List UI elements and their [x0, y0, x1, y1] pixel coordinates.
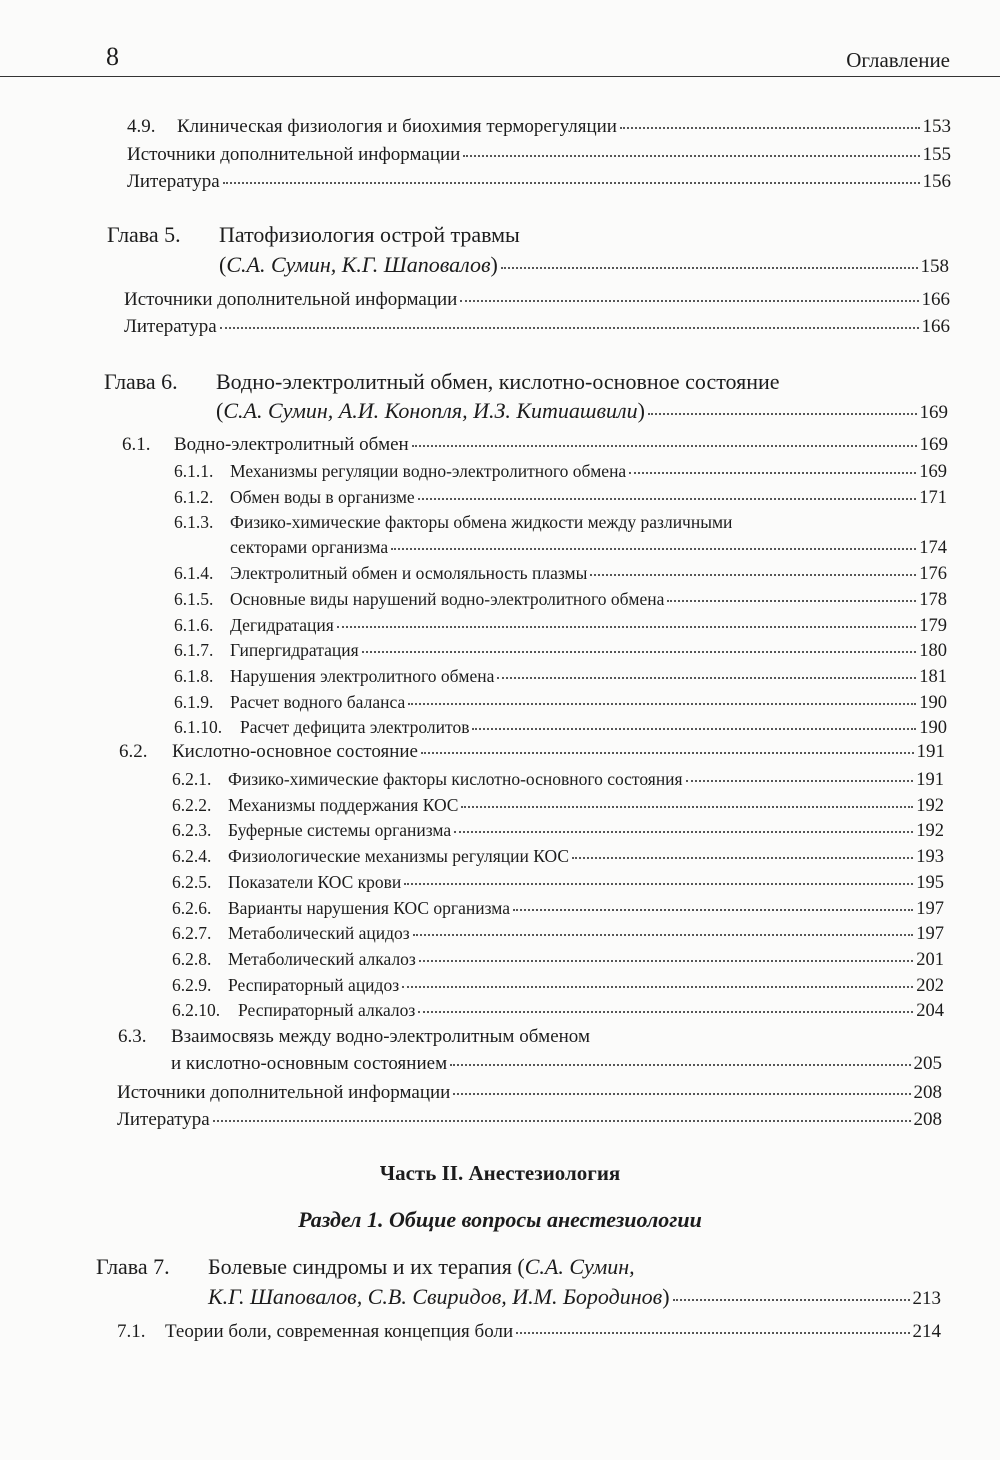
dot-leader	[453, 1093, 910, 1095]
authors-open: (	[219, 252, 227, 277]
entry-number: 6.2.8.	[172, 948, 212, 969]
entry-title: Расчет дефицита электролитов	[240, 717, 470, 738]
entry-page: 197	[916, 898, 944, 919]
entry-title: Метаболический ацидоз	[228, 923, 410, 944]
section-heading: Раздел 1. Общие вопросы анестезиологии	[298, 1207, 702, 1232]
entry-number: 6.1.4.	[174, 563, 214, 584]
entry-title: Основные виды нарушений водно-электролитного обмена	[230, 588, 665, 609]
chapter-authors: С.А. Сумин, А.И. Конопля, И.З. Китиашвили	[223, 398, 638, 423]
entry-title: Метаболический алкалоз	[228, 948, 416, 969]
entry-page: 190	[919, 718, 947, 739]
entry-number: 6.1.1.	[174, 461, 214, 481]
entry-number: 6.3.	[118, 1026, 147, 1047]
chapter-7-authors[interactable]	[208, 1284, 941, 1312]
toc-entry-6-2[interactable]	[119, 741, 945, 763]
toc-subentry[interactable]	[172, 1000, 944, 1022]
entry-page: 214	[912, 1321, 941, 1342]
entry-title: Обмен воды в организме	[230, 486, 415, 507]
entry-number: 6.1.2.	[174, 486, 214, 507]
toc-subentry[interactable]	[174, 640, 947, 662]
entry-number: 6.2.4.	[172, 846, 212, 867]
entry-page: 169	[919, 434, 948, 455]
dot-leader	[419, 960, 913, 962]
entry-number: 6.1.7.	[174, 640, 214, 661]
entry-page: 176	[919, 564, 947, 585]
toc-entry-7-1[interactable]	[117, 1321, 941, 1343]
dot-leader	[501, 267, 918, 269]
entry-number: 6.1.8.	[174, 665, 214, 686]
toc-subentry[interactable]	[172, 795, 944, 817]
entry-page: 179	[919, 615, 947, 636]
toc-subentry[interactable]	[172, 923, 944, 945]
toc-subentry-line1[interactable]	[174, 512, 732, 533]
toc-entry-4-9[interactable]	[127, 116, 951, 138]
entry-title: Физико-химические факторы кислотно-основного состояния	[228, 769, 683, 789]
dot-leader	[463, 155, 919, 157]
entry-title: Показатели КОС крови	[228, 871, 402, 892]
dot-leader	[497, 677, 916, 679]
entry-number: 6.1.3.	[174, 512, 214, 533]
dot-leader	[454, 831, 913, 833]
toc-subentry[interactable]	[172, 872, 944, 894]
entry-page: 202	[916, 975, 944, 996]
chapter-label: Глава 7.	[96, 1254, 170, 1279]
authors-close: )	[637, 398, 645, 423]
entry-title: Электролитный обмен и осмоляльность плазмы	[230, 563, 588, 584]
toc-entry-sources[interactable]	[127, 144, 951, 166]
entry-title: Кислотно-основное состояние	[172, 741, 418, 762]
dot-leader	[220, 327, 919, 329]
entry-title: Литература	[117, 1109, 210, 1130]
dot-leader	[408, 703, 916, 705]
toc-entry-6-1[interactable]	[122, 434, 948, 456]
entry-number: 6.1.10.	[174, 717, 223, 738]
entry-title: Источники дополнительной информации	[124, 289, 458, 310]
entry-title: Респираторный ацидоз	[228, 974, 400, 995]
chapter-label: Глава 5.	[107, 222, 181, 247]
toc-entry-sources[interactable]	[124, 289, 950, 311]
page-number: 8	[106, 42, 119, 71]
entry-number: 6.2.2.	[172, 794, 212, 815]
dot-leader	[337, 626, 916, 628]
entry-page: 191	[916, 770, 944, 790]
chapter-label: Глава 6.	[104, 369, 178, 394]
dot-leader	[213, 1120, 911, 1122]
chapter-title: Патофизиология острой травмы	[219, 222, 520, 247]
dot-leader	[629, 472, 916, 474]
entry-page: 166	[921, 316, 950, 337]
entry-title: Физиологические механизмы регуляции КОС	[228, 846, 569, 867]
entry-number: 6.2.9.	[172, 974, 212, 995]
entry-page: 171	[919, 487, 947, 508]
dot-leader	[572, 857, 913, 859]
dot-leader	[413, 934, 914, 936]
dot-leader	[412, 445, 917, 447]
entry-number: 6.2.1.	[172, 769, 212, 789]
toc-entry-6-3-line1[interactable]	[118, 1026, 590, 1048]
toc-entry-literature[interactable]	[127, 171, 951, 193]
entry-title: Взаимосвязь между водно-электролитным обменом	[171, 1026, 590, 1047]
dot-leader	[673, 1299, 910, 1301]
entry-title: Гипергидратация	[230, 640, 359, 661]
entry-page: 193	[916, 847, 944, 868]
authors-close: )	[662, 1284, 670, 1309]
dot-leader	[402, 986, 913, 988]
authors-open: (	[216, 398, 224, 423]
entry-page: 156	[922, 171, 951, 192]
chapter-authors-line2: К.Г. Шаповалов, С.В. Свиридов, И.М. Бородинов	[208, 1284, 663, 1309]
chapter-5-heading[interactable]	[107, 222, 520, 248]
entry-number: 6.2.10.	[172, 1000, 221, 1021]
header-title: Оглавление	[846, 48, 950, 72]
dot-leader	[667, 600, 916, 602]
entry-title-cont: и кислотно-основным состоянием	[171, 1053, 448, 1074]
dot-leader	[513, 909, 913, 911]
entry-page: 205	[913, 1053, 942, 1074]
entry-title: Источники дополнительной информации	[117, 1082, 451, 1103]
entry-page: 213	[912, 1288, 941, 1309]
authors-close: )	[490, 252, 498, 277]
dot-leader	[461, 806, 913, 808]
chapter-6-authors[interactable]	[216, 398, 948, 426]
entry-title: Физико-химические факторы обмена жидкости между различными	[230, 512, 733, 533]
entry-page: 192	[916, 821, 944, 842]
entry-title: Механизмы регуляции водно-электролитного обмена	[230, 461, 627, 481]
entry-number: 6.1.	[122, 434, 151, 455]
toc-subentry[interactable]	[172, 975, 944, 997]
toc-subentry[interactable]	[174, 717, 947, 739]
entry-page: 166	[921, 289, 950, 310]
dot-leader	[648, 413, 917, 415]
entry-number: 6.2.6.	[172, 897, 212, 918]
entry-page: 201	[916, 949, 944, 970]
entry-number: 6.1.5.	[174, 588, 214, 609]
entry-title: Варианты нарушения КОС организма	[228, 897, 510, 918]
entry-page: 158	[920, 256, 949, 277]
toc-entry-sources[interactable]	[117, 1082, 942, 1104]
running-header	[0, 42, 1000, 77]
entry-number: 6.2.3.	[172, 820, 212, 841]
toc-subentry[interactable]	[174, 589, 947, 611]
dot-leader	[516, 1332, 909, 1334]
entry-page: 197	[916, 924, 944, 945]
entry-title: Литература	[124, 316, 217, 337]
entry-page: 169	[919, 402, 948, 423]
entry-page: 178	[919, 589, 947, 610]
entry-title: Дегидратация	[230, 614, 334, 635]
dot-leader	[450, 1064, 910, 1066]
entry-page: 208	[913, 1082, 942, 1103]
entry-page: 155	[922, 144, 951, 165]
toc-entry-literature[interactable]	[124, 316, 950, 338]
dot-leader	[590, 574, 916, 576]
entry-page: 174	[919, 538, 947, 559]
toc-subentry[interactable]	[174, 461, 947, 483]
dot-leader	[421, 752, 914, 754]
entry-title-cont: секторами организма	[230, 537, 389, 558]
entry-number: 7.1.	[117, 1321, 146, 1342]
toc-subentry[interactable]	[172, 820, 944, 842]
dot-leader	[418, 498, 917, 500]
dot-leader	[418, 1011, 913, 1013]
dot-leader	[391, 548, 916, 550]
toc-subentry[interactable]	[174, 563, 947, 585]
entry-number: 6.2.	[119, 741, 148, 762]
toc-subentry[interactable]	[172, 769, 944, 791]
entry-page: 204	[916, 1001, 944, 1022]
entry-number: 6.1.9.	[174, 691, 214, 712]
entry-number: 6.2.5.	[172, 871, 212, 892]
entry-title: Водно-электролитный обмен	[174, 434, 409, 455]
entry-title: Буферные системы организма	[228, 820, 452, 841]
entry-title: Расчет водного баланса	[230, 691, 406, 712]
toc-subentry[interactable]	[172, 898, 944, 920]
dot-leader	[362, 651, 917, 653]
entry-title: Литература	[127, 171, 220, 192]
entry-title: Клиническая физиология и биохимия терморегуляции	[177, 116, 617, 137]
entry-title: Нарушения электролитного обмена	[230, 665, 495, 686]
chapter-title: Водно-электролитный обмен, кислотно-основное состояние	[216, 369, 780, 394]
entry-page: 208	[913, 1109, 942, 1130]
entry-title: Механизмы поддержания КОС	[228, 794, 459, 815]
entry-page: 153	[922, 116, 951, 137]
entry-page: 180	[919, 641, 947, 662]
entry-page: 195	[916, 872, 944, 893]
chapter-title: Болевые синдромы и их терапия	[208, 1254, 512, 1279]
dot-leader	[472, 728, 916, 730]
toc-subentry[interactable]	[174, 666, 947, 688]
chapter-authors-line1: С.А. Сумин,	[524, 1254, 635, 1279]
chapter-7-heading[interactable]	[96, 1254, 635, 1280]
authors-open: (	[517, 1254, 525, 1279]
entry-title: Респираторный алкалоз	[238, 1000, 416, 1021]
chapter-authors: С.А. Сумин, К.Г. Шаповалов	[226, 252, 491, 277]
entry-number: 6.1.6.	[174, 614, 214, 635]
entry-number: 4.9.	[127, 116, 156, 137]
entry-title: Источники дополнительной информации	[127, 144, 461, 165]
entry-number: 6.2.7.	[172, 923, 212, 944]
dot-leader	[223, 182, 920, 184]
dot-leader	[686, 780, 914, 782]
toc-subentry[interactable]	[174, 692, 947, 714]
entry-title: Теории боли, современная концепция боли	[165, 1321, 514, 1342]
toc-subentry[interactable]	[174, 615, 947, 637]
entry-page: 191	[916, 741, 945, 762]
dot-leader	[404, 883, 913, 885]
toc-entry-6-3-line2[interactable]	[171, 1053, 942, 1075]
entry-page: 190	[919, 692, 947, 713]
chapter-5-authors[interactable]	[219, 252, 949, 280]
toc-subentry-line2[interactable]	[230, 537, 947, 559]
entry-page: 181	[919, 666, 947, 687]
dot-leader	[620, 127, 920, 129]
entry-page: 169	[919, 462, 947, 482]
toc-subentry[interactable]	[172, 949, 944, 971]
toc-entry-literature[interactable]	[117, 1109, 942, 1131]
chapter-6-heading[interactable]	[104, 369, 780, 395]
toc-subentry[interactable]	[172, 846, 944, 868]
dot-leader	[460, 300, 918, 302]
entry-page: 192	[916, 795, 944, 816]
toc-subentry[interactable]	[174, 487, 947, 509]
part-heading: Часть II. Анестезиология	[379, 1161, 621, 1185]
